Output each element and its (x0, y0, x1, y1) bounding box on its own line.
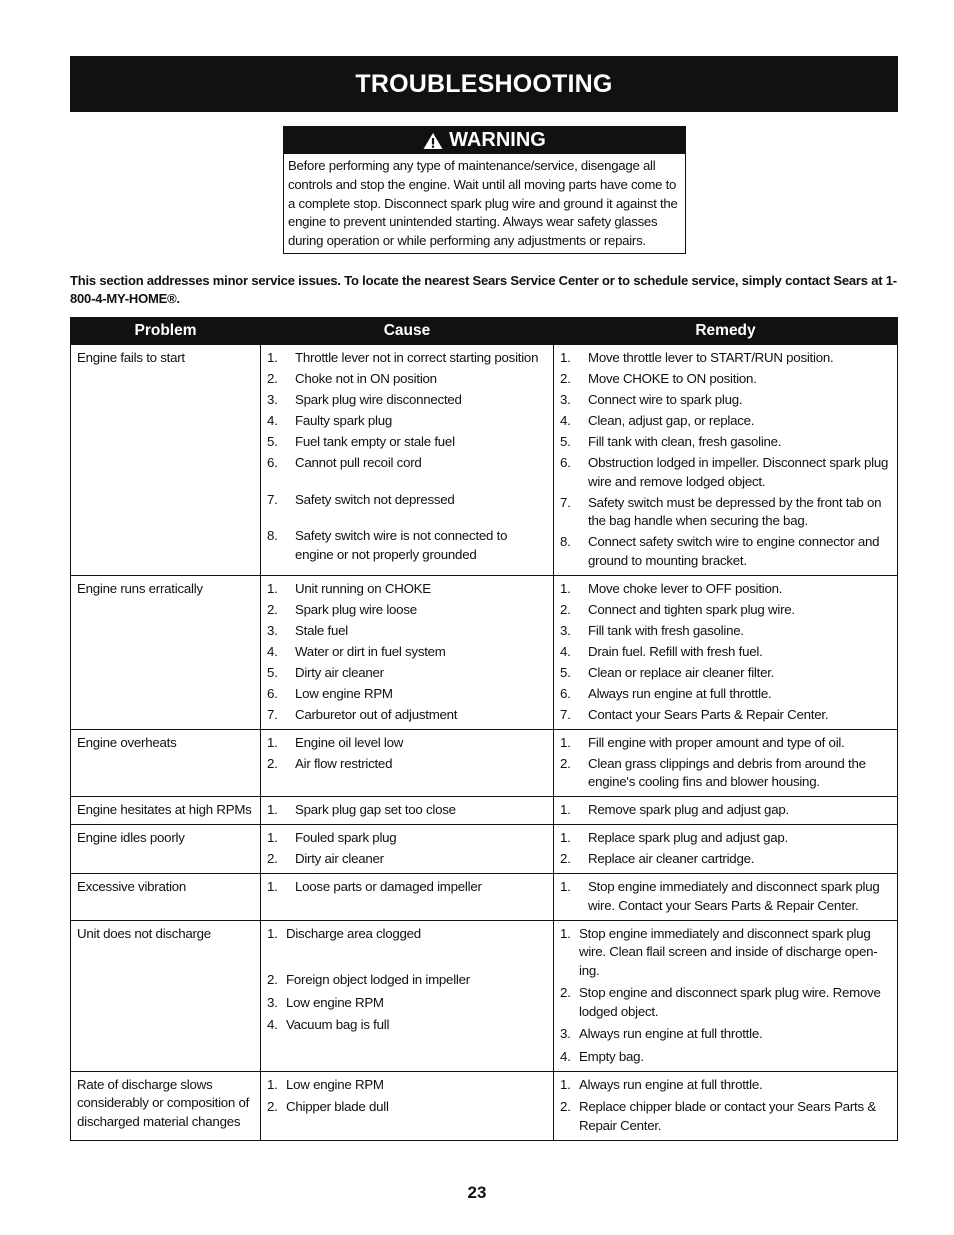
cause-item (267, 391, 547, 410)
remedy-cell (554, 575, 898, 729)
item-number: 4. (267, 413, 278, 428)
cause-item (267, 734, 547, 753)
item-number: 2. (267, 972, 278, 987)
item-number: 3. (267, 392, 278, 407)
cause-cell (261, 797, 554, 825)
remedy-list (560, 801, 891, 820)
item-number: 6. (560, 455, 571, 470)
remedy-item (560, 664, 891, 683)
remedy-item (560, 433, 891, 452)
item-number: 6. (267, 685, 278, 701)
item-text: Clean or replace air cleaner filter. (588, 664, 775, 680)
remedy-list (560, 734, 891, 792)
item-number: 6. (267, 455, 278, 470)
troubleshooting-table (70, 317, 898, 1141)
cause-list (267, 734, 547, 774)
item-text: Carburetor out of adjustment (295, 706, 458, 722)
cause-item (267, 454, 547, 473)
cause-item (267, 706, 547, 725)
header-problem: Problem (71, 318, 261, 345)
item-text: Clean grass clippings and debris from around the engine's cooling fins and blower housing. (588, 755, 866, 789)
remedy-item (560, 349, 891, 368)
remedy-item (560, 829, 891, 848)
table-row (71, 345, 898, 576)
cause-item (267, 755, 547, 774)
item-number: 2. (267, 1099, 278, 1114)
item-number: 2. (267, 851, 278, 866)
problem-cell: Rate of discharge slows considerably or composition of discharged material changes (71, 1071, 261, 1140)
remedy-item (560, 643, 891, 662)
item-text: Move CHOKE to ON position. (588, 371, 757, 386)
item-number: 3. (267, 994, 278, 1010)
item-number: 2. (560, 1099, 571, 1114)
item-text: Replace spark plug and adjust gap. (588, 830, 788, 845)
warning-box (283, 126, 686, 254)
page-title: TROUBLESHOOTING (355, 69, 613, 98)
item-text: Choke not in ON position (295, 371, 437, 386)
item-text: Low engine RPM (286, 1076, 384, 1092)
item-number: 1. (267, 734, 278, 750)
cause-cell (261, 1071, 554, 1140)
table-header-row (71, 318, 898, 345)
item-number: 2. (267, 601, 278, 617)
item-number: 2. (560, 985, 571, 1000)
remedy-cell (554, 797, 898, 825)
problem-cell: Engine hesitates at high RPMs (71, 797, 261, 825)
item-number: 3. (560, 392, 571, 407)
item-number: 2. (560, 371, 571, 386)
item-number: 1. (267, 350, 278, 365)
item-number: 4. (267, 1017, 278, 1032)
item-number: 1. (560, 802, 571, 817)
item-text: Loose parts or damaged impeller (295, 879, 482, 894)
warning-header (284, 127, 685, 154)
cause-item (267, 685, 547, 704)
cause-cell (261, 729, 554, 797)
remedy-item (560, 601, 891, 620)
item-text: Dirty air cleaner (295, 664, 384, 680)
cause-list (267, 1076, 547, 1117)
remedy-item (560, 801, 891, 820)
item-number: 4. (560, 413, 571, 428)
problem-cell: Engine fails to start (71, 345, 261, 576)
item-text: Cannot pull recoil cord (295, 455, 422, 470)
cause-item (267, 850, 547, 869)
remedy-item (560, 755, 891, 792)
cause-item (267, 801, 547, 820)
table-row (71, 1071, 898, 1140)
item-number: 5. (560, 434, 571, 449)
item-text: Throttle lever not in correct starting position (295, 350, 539, 365)
remedy-cell (554, 920, 898, 1071)
item-text: Stop engine immediately and disconnect spark plug wire. Contact your Sears Parts & Repair Center. (588, 879, 880, 913)
remedy-item (560, 1048, 891, 1067)
cause-item (267, 622, 547, 641)
cause-item (267, 643, 547, 662)
item-text: Empty bag. (579, 1048, 644, 1064)
item-text: Drain fuel. Refill with fresh fuel. (588, 643, 763, 659)
item-number: 1. (560, 734, 571, 750)
warning-text: Before performing any type of maintenance/service, disengage all controls and stop the engine. Wait until all moving parts have come to a complete stop. Disconnect spark plug wire and ground it against the engine to prevent unintended starting. Always wear safety glasses during operation or while performing any adjustments or repairs. (288, 158, 678, 249)
table-row (71, 729, 898, 797)
item-text: Spark plug wire loose (295, 601, 417, 617)
item-text: Fill engine with proper amount and type of oil. (588, 734, 845, 750)
cause-item (267, 370, 547, 389)
cause-item (267, 527, 547, 564)
item-number: 1. (267, 925, 278, 941)
item-text: Always run engine at full throttle. (588, 685, 772, 701)
item-number: 2. (560, 851, 571, 866)
header-cause: Cause (261, 318, 554, 345)
item-text: Stop engine and disconnect spark plug wire. Remove lodged object. (579, 985, 881, 1019)
item-text: Fill tank with fresh gasoline. (588, 622, 744, 638)
item-text: Stop engine immediately and disconnect spark plug wire. Clean flail screen and inside of discharge open-ing. (579, 925, 878, 978)
item-text: Connect safety switch wire to engine connector and ground to mounting bracket. (588, 534, 880, 568)
remedy-list (560, 1076, 891, 1136)
remedy-item (560, 1025, 891, 1044)
cause-item (267, 1076, 547, 1095)
item-number: 1. (560, 830, 571, 845)
item-number: 8. (560, 534, 571, 549)
remedy-item (560, 391, 891, 410)
item-text: Connect and tighten spark plug wire. (588, 601, 795, 617)
item-number: 1. (560, 580, 571, 596)
intro-text: This section addresses minor service issues. To locate the nearest Sears Service Center or to schedule service, simply contact Sears at 1-800-4-MY-HOME®. (70, 273, 897, 306)
remedy-item (560, 1076, 891, 1095)
item-text: Discharge area clogged (286, 925, 421, 941)
table-row (71, 920, 898, 1071)
item-text: Fouled spark plug (295, 830, 397, 845)
remedy-cell (554, 1071, 898, 1140)
cause-item (267, 1098, 547, 1117)
cause-list (267, 801, 547, 820)
item-text: Obstruction lodged in impeller. Disconnect spark plug wire and remove lodged object. (588, 455, 889, 489)
item-number: 5. (267, 434, 278, 449)
item-text: Low engine RPM (286, 994, 384, 1010)
item-text: Air flow restricted (295, 755, 393, 771)
item-number: 3. (267, 622, 278, 638)
item-text: Engine oil level low (295, 734, 404, 750)
remedy-item (560, 984, 891, 1021)
item-text: Safety switch wire is not connected to engine or not properly grounded (295, 528, 508, 562)
cause-item (267, 349, 547, 368)
title-bar (70, 56, 898, 112)
remedy-item (560, 734, 891, 753)
item-number: 1. (267, 802, 278, 817)
table-row (71, 825, 898, 874)
remedy-cell (554, 345, 898, 576)
item-text: Clean, adjust gap, or replace. (588, 413, 755, 428)
item-number: 1. (560, 879, 571, 894)
item-number: 7. (267, 706, 278, 722)
remedy-item (560, 580, 891, 599)
item-number: 7. (560, 706, 571, 722)
item-text: Fuel tank empty or stale fuel (295, 434, 455, 449)
item-text: Stale fuel (295, 622, 348, 638)
cause-item (267, 878, 547, 897)
problem-cell: Unit does not discharge (71, 920, 261, 1071)
item-text: Connect wire to spark plug. (588, 392, 743, 407)
remedy-list (560, 925, 891, 1067)
remedy-item (560, 685, 891, 704)
item-text: Low engine RPM (295, 685, 393, 701)
cause-item (267, 1016, 547, 1035)
remedy-item (560, 412, 891, 431)
cause-list (267, 925, 547, 1035)
remedy-item (560, 1098, 891, 1135)
item-text: Move choke lever to OFF position. (588, 580, 783, 596)
warning-heading: WARNING (449, 129, 546, 151)
remedy-cell (554, 729, 898, 797)
item-number: 2. (560, 755, 571, 771)
item-number: 2. (267, 371, 278, 386)
remedy-list (560, 878, 891, 915)
item-number: 2. (267, 755, 278, 771)
cause-cell (261, 575, 554, 729)
remedy-item (560, 622, 891, 641)
item-number: 1. (267, 1076, 278, 1092)
item-number: 2. (560, 601, 571, 617)
warning-triangle-icon (423, 132, 443, 150)
item-text: Remove spark plug and adjust gap. (588, 802, 789, 817)
cause-list (267, 829, 547, 869)
item-text: Fill tank with clean, fresh gasoline. (588, 434, 782, 449)
cause-item (267, 925, 547, 944)
item-number: 1. (267, 830, 278, 845)
item-text: Always run engine at full throttle. (579, 1076, 763, 1092)
item-number: 3. (560, 622, 571, 638)
cause-item (267, 412, 547, 431)
item-number: 7. (560, 494, 571, 510)
item-text: Vacuum bag is full (286, 1017, 390, 1032)
remedy-item (560, 370, 891, 389)
item-text: Faulty spark plug (295, 413, 393, 428)
item-text: Replace air cleaner cartridge. (588, 851, 755, 866)
problem-cell: Engine overheats (71, 729, 261, 797)
item-number: 1. (560, 925, 571, 941)
cause-cell (261, 345, 554, 576)
cause-item (267, 664, 547, 683)
table-row (71, 575, 898, 729)
remedy-list (560, 829, 891, 869)
cause-item (267, 994, 547, 1013)
remedy-item (560, 878, 891, 915)
item-text: Move throttle lever to START/RUN position. (588, 350, 834, 365)
item-text: Chipper blade dull (286, 1099, 389, 1114)
item-text: Foreign object lodged in impeller (286, 972, 470, 987)
problem-cell: Engine runs erratically (71, 575, 261, 729)
header-remedy: Remedy (554, 318, 898, 345)
item-number: 6. (560, 685, 571, 701)
remedy-cell (554, 874, 898, 921)
remedy-item (560, 850, 891, 869)
cause-cell (261, 920, 554, 1071)
cause-item (267, 491, 547, 510)
item-number: 1. (560, 1076, 571, 1092)
item-number: 1. (560, 350, 571, 365)
item-number: 4. (267, 643, 278, 659)
item-number: 7. (267, 491, 278, 507)
item-number: 5. (560, 664, 571, 680)
cause-cell (261, 825, 554, 874)
remedy-item (560, 454, 891, 491)
item-text: Safety switch must be depressed by the front tab on the bag handle when securing the bag. (588, 494, 882, 528)
cause-list (267, 878, 547, 897)
item-text: Always run engine at full throttle. (579, 1026, 763, 1041)
remedy-item (560, 925, 891, 981)
item-text: Water or dirt in fuel system (295, 643, 446, 659)
remedy-item (560, 706, 891, 725)
item-text: Spark plug gap set too close (295, 802, 456, 817)
item-text: Replace chipper blade or contact your Sears Parts & Repair Center. (579, 1099, 876, 1133)
item-number: 1. (267, 879, 278, 894)
item-text: Contact your Sears Parts & Repair Center. (588, 706, 829, 722)
remedy-item (560, 533, 891, 570)
item-number: 4. (560, 643, 571, 659)
item-number: 5. (267, 664, 278, 680)
cause-item (267, 971, 547, 990)
item-text: Safety switch not depressed (295, 491, 455, 507)
cause-item (267, 580, 547, 599)
problem-cell: Excessive vibration (71, 874, 261, 921)
remedy-item (560, 494, 891, 531)
item-text: Dirty air cleaner (295, 851, 384, 866)
cause-list (267, 580, 547, 725)
problem-cell: Engine idles poorly (71, 825, 261, 874)
cause-item (267, 433, 547, 452)
cause-item (267, 601, 547, 620)
item-text: Spark plug wire disconnected (295, 392, 462, 407)
remedy-cell (554, 825, 898, 874)
table-row (71, 874, 898, 921)
table-row (71, 797, 898, 825)
item-number: 3. (560, 1026, 571, 1041)
remedy-list (560, 580, 891, 725)
cause-list (267, 349, 547, 564)
cause-item (267, 829, 547, 848)
item-number: 8. (267, 528, 278, 543)
item-number: 1. (267, 580, 278, 596)
item-text: Unit running on CHOKE (295, 580, 431, 596)
item-number: 4. (560, 1048, 571, 1064)
remedy-list (560, 349, 891, 570)
page-number: 23 (467, 1183, 487, 1202)
cause-cell (261, 874, 554, 921)
